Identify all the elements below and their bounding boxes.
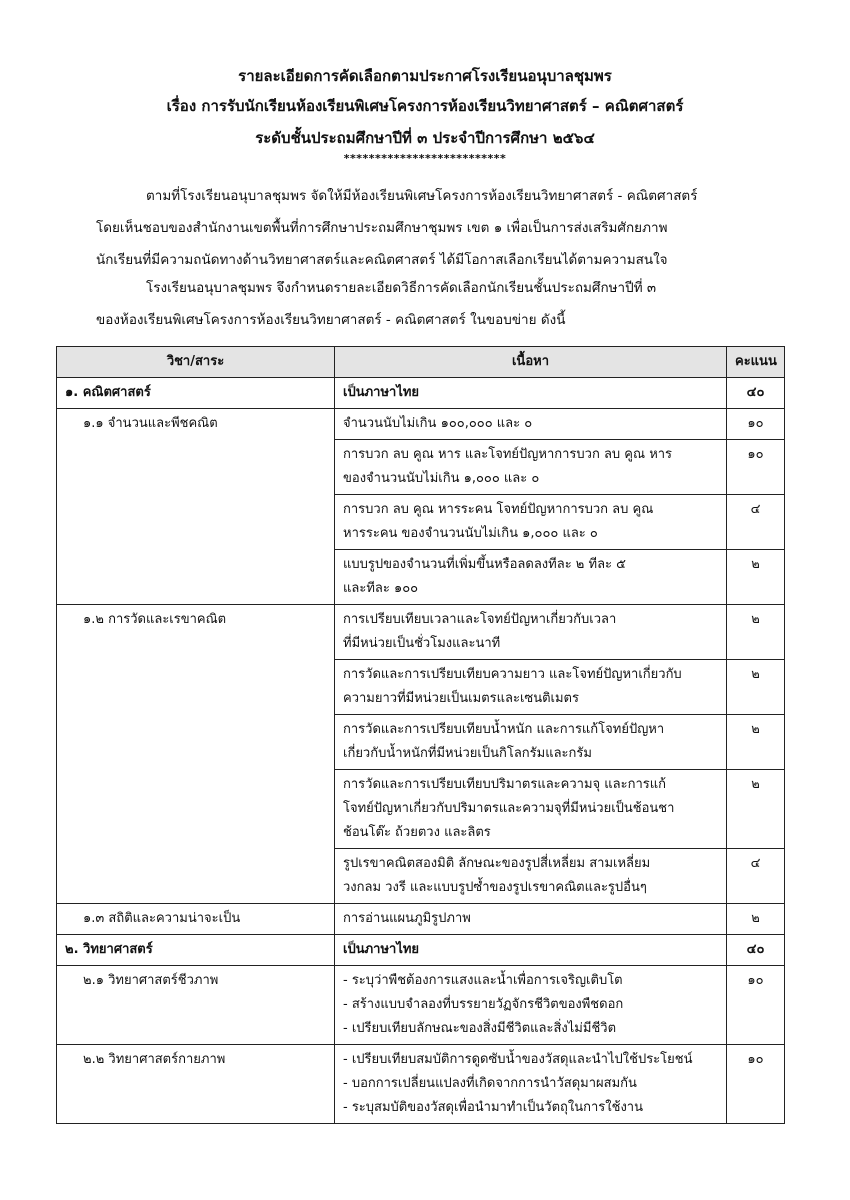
content-line: จำนวนนับไม่เกิน ๑๐๐,๐๐๐ และ ๐ xyxy=(343,416,533,431)
doc-title-line2: เรื่อง การรับนักเรียนห้องเรียนพิเศษโครงการห้องเรียนวิทยาศาสตร์ – คณิตศาสตร์ xyxy=(166,97,684,115)
table-row xyxy=(57,1045,785,1124)
subsection-name: ๒.๒ วิทยาศาสตร์กายภาพ xyxy=(57,1045,335,1124)
doc-title-line3: ระดับชั้นประถมศึกษาปีที่ ๓ ประจำปีการศึกษา ๒๕๖๔ xyxy=(255,129,595,147)
header-content: เนื้อหา xyxy=(335,347,727,378)
content-line: วงกลม วงรี และแบบรูปซ้ำของรูปเรขาคณิตและรูปอื่นๆ xyxy=(343,880,647,895)
score-cell: ๒ xyxy=(727,605,785,660)
content-line: ความยาวที่มีหน่วยเป็นเมตรและเซนติเมตร xyxy=(343,691,579,706)
table-row xyxy=(57,605,785,660)
section-score: ๔๐ xyxy=(727,935,785,966)
content-cell xyxy=(335,409,727,440)
content-cell xyxy=(335,605,727,660)
intro-line: ของห้องเรียนพิเศษโครงการห้องเรียนวิทยาศาสตร์ - คณิตศาสตร์ ในขอบข่าย ดังนี้ xyxy=(96,312,566,328)
subsection-name: ๒.๑ วิทยาศาสตร์ชีวภาพ xyxy=(57,966,335,1045)
content-cell xyxy=(335,966,727,1045)
section-title: ๒. วิทยาศาสตร์ xyxy=(57,935,335,966)
content-cell xyxy=(335,715,727,770)
score-cell: ๔ xyxy=(727,849,785,904)
content-line: ที่มีหน่วยเป็นชั่วโมงและนาที xyxy=(343,636,501,651)
score-cell: ๔ xyxy=(727,495,785,550)
table-row xyxy=(57,409,785,440)
intro-line: นักเรียนที่มีความถนัดทางด้านวิทยาศาสตร์และคณิตศาสตร์ ได้มีโอกาสเลือกเรียนได้ตามความสนใจ xyxy=(96,252,668,268)
header-subject: วิชา/สาระ xyxy=(57,347,335,378)
content-line: รูปเรขาคณิตสองมิติ ลักษณะของรูปสี่เหลี่ยม สามเหลี่ยม xyxy=(343,856,651,871)
content-line: การวัดและการเปรียบเทียบปริมาตรและความจุ และการแก้ xyxy=(343,777,667,792)
section-language: เป็นภาษาไทย xyxy=(335,935,727,966)
intro-line: ตามที่โรงเรียนอนุบาลชุมพร จัดให้มีห้องเรียนพิเศษโครงการห้องเรียนวิทยาศาสตร์ - คณิตศาสตร์ xyxy=(146,188,698,204)
intro-paragraph-2 xyxy=(96,272,796,336)
score-cell: ๒ xyxy=(727,770,785,849)
content-line: - บอกการเปลี่ยนแปลงที่เกิดจากการนำวัสดุมาผสมกัน xyxy=(343,1076,637,1091)
subsection-name: ๑.๒ การวัดและเรขาคณิต xyxy=(57,605,335,904)
content-line: ช้อนโต๊ะ ถ้วยตวง และลิตร xyxy=(343,825,491,840)
content-cell xyxy=(335,495,727,550)
content-line: การบวก ลบ คูณ หาร และโจทย์ปัญหาการบวก ลบ คูณ หาร xyxy=(343,447,673,462)
table-row xyxy=(57,378,785,409)
score-cell: ๒ xyxy=(727,715,785,770)
section-language: เป็นภาษาไทย xyxy=(335,378,727,409)
content-line: - เปรียบเทียบสมบัติการดูดซับน้ำของวัสดุและนำไปใช้ประโยชน์ xyxy=(343,1052,693,1067)
score-cell: ๑๐ xyxy=(727,966,785,1045)
content-line: - ระบุว่าพืชต้องการแสงและน้ำเพื่อการเจริญเติบโต xyxy=(343,973,623,988)
subsection-name: ๑.๑ จำนวนและพีชคณิต xyxy=(57,409,335,605)
table-row xyxy=(57,966,785,1045)
content-line: การบวก ลบ คูณ หารระคน โจทย์ปัญหาการบวก ลบ คูณ xyxy=(343,502,654,517)
doc-title-line1: รายละเอียดการคัดเลือกตามประกาศโรงเรียนอนุบาลชุมพร xyxy=(238,67,612,85)
title-divider: ************************** xyxy=(343,152,507,165)
content-line: โจทย์ปัญหาเกี่ยวกับปริมาตรและความจุที่มีหน่วยเป็นช้อนชา xyxy=(343,801,675,816)
table-row xyxy=(57,904,785,935)
intro-paragraph-1 xyxy=(96,180,796,276)
content-cell xyxy=(335,770,727,849)
score-cell: ๒ xyxy=(727,904,785,935)
table-header-row xyxy=(57,347,785,378)
intro-line: โรงเรียนอนุบาลชุมพร จึงกำหนดรายละเอียดวิธีการคัดเลือกนักเรียนชั้นประถมศึกษาปีที่ ๓ xyxy=(146,280,657,296)
content-cell xyxy=(335,849,727,904)
content-cell xyxy=(335,440,727,495)
subsection-name: ๑.๓ สถิติและความน่าจะเป็น xyxy=(57,904,335,935)
section-title: ๑. คณิตศาสตร์ xyxy=(57,378,335,409)
score-cell: ๒ xyxy=(727,660,785,715)
content-line: - เปรียบเทียบลักษณะของสิ่งมีชีวิตและสิ่งไม่มีชีวิต xyxy=(343,1021,617,1036)
score-cell: ๑๐ xyxy=(727,1045,785,1124)
content-cell: การอ่านแผนภูมิรูปภาพ xyxy=(335,904,727,935)
content-line: - ระบุสมบัติของวัสดุเพื่อนำมาทำเป็นวัตถุในการใช้งาน xyxy=(343,1100,643,1115)
table-row xyxy=(57,935,785,966)
intro-line: โดยเห็นชอบของสำนักงานเขตพื้นที่การศึกษาประถมศึกษาชุมพร เขต ๑ เพื่อเป็นการส่งเสริมศักยภาพ xyxy=(96,220,668,236)
header-score: คะแนน xyxy=(727,347,785,378)
score-cell: ๑๐ xyxy=(727,440,785,495)
content-cell xyxy=(335,550,727,605)
content-cell xyxy=(335,1045,727,1124)
content-line: - สร้างแบบจำลองที่บรรยายวัฏจักรชีวิตของพืชดอก xyxy=(343,997,624,1012)
content-line: หารระคน ของจำนวนนับไม่เกิน ๑,๐๐๐ และ ๐ xyxy=(343,526,598,541)
content-line: การเปรียบเทียบเวลาและโจทย์ปัญหาเกี่ยวกับเวลา xyxy=(343,612,617,627)
content-line: เกี่ยวกับน้ำหนักที่มีหน่วยเป็นกิโลกรัมและกรัม xyxy=(343,746,592,761)
content-cell xyxy=(335,660,727,715)
content-line: ของจำนวนนับไม่เกิน ๑,๐๐๐ และ ๐ xyxy=(343,471,540,486)
content-line: การวัดและการเปรียบเทียบความยาว และโจทย์ปัญหาเกี่ยวกับ xyxy=(343,667,682,682)
score-cell: ๒ xyxy=(727,550,785,605)
content-line: แบบรูปของจำนวนที่เพิ่มขึ้นหรือลดลงทีละ ๒ ทีละ ๕ xyxy=(343,557,626,572)
selection-criteria-table xyxy=(56,346,785,1124)
score-cell: ๑๐ xyxy=(727,409,785,440)
content-line: การวัดและการเปรียบเทียบน้ำหนัก และการแก้โจทย์ปัญหา xyxy=(343,722,665,737)
section-score: ๔๐ xyxy=(727,378,785,409)
content-line: และทีละ ๑๐๐ xyxy=(343,581,419,596)
